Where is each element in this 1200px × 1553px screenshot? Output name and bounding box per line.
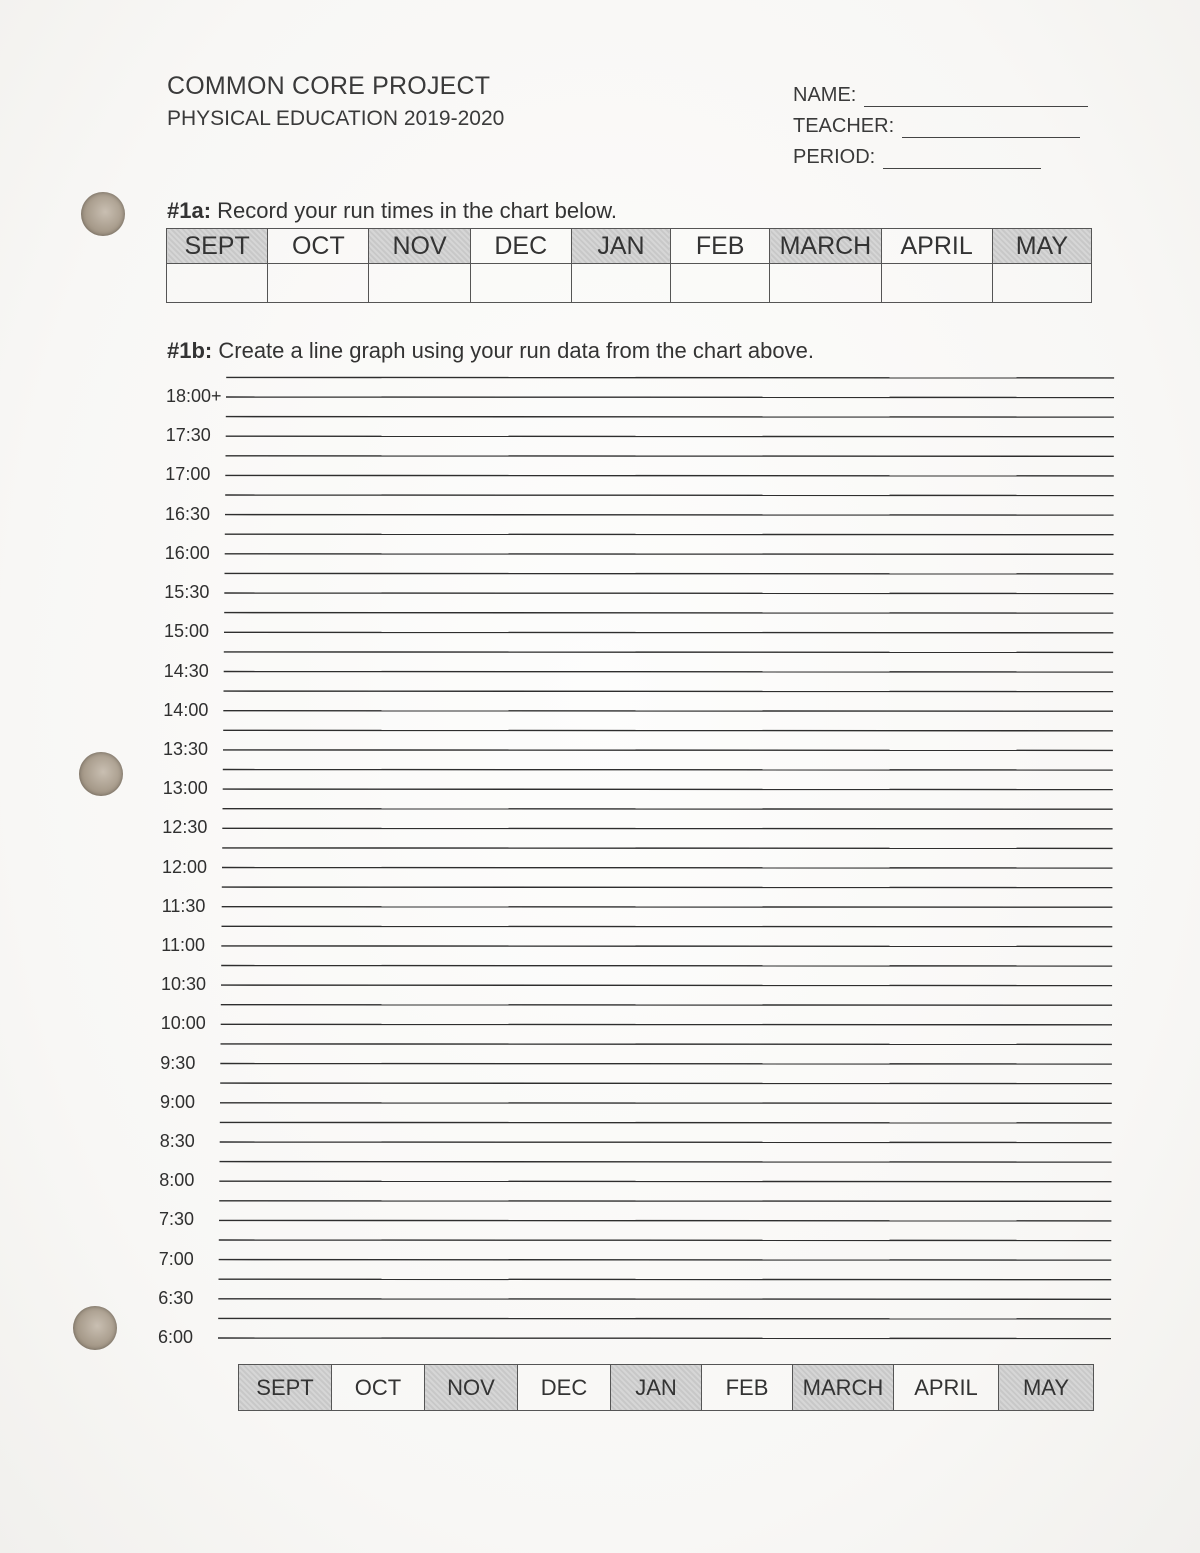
run-time-cell-march[interactable] [770, 264, 881, 303]
y-axis-label: 6:30 [158, 1287, 194, 1308]
teacher-label: TEACHER: [793, 115, 895, 137]
y-axis-label: 6:00 [158, 1327, 194, 1347]
graph-rule-line [222, 828, 1112, 829]
graph-rule-line [225, 475, 1114, 476]
graph-rule-line [224, 672, 1113, 673]
y-axis-label: 10:30 [161, 974, 207, 995]
month-header-march: MARCH [770, 229, 881, 264]
graph-rule-line [218, 1318, 1111, 1319]
question-1a [167, 198, 617, 224]
run-time-cell-feb[interactable] [671, 264, 770, 303]
graph-rule-line [221, 1044, 1112, 1045]
y-axis-label: 13:00 [162, 778, 208, 799]
run-times-table [166, 228, 1092, 303]
page-subtitle: PHYSICAL EDUCATION 2019-2020 [167, 107, 505, 130]
question-1b-number: #1b: [167, 338, 213, 363]
name-field[interactable] [793, 76, 1088, 107]
run-time-cell-april[interactable] [881, 264, 992, 303]
run-time-cell-may[interactable] [992, 264, 1091, 303]
graph-rule-line [223, 789, 1113, 790]
graph-rule-line [221, 966, 1112, 967]
name-blank[interactable] [864, 86, 1088, 107]
question-1a-number: #1a: [167, 198, 212, 223]
month-header-jan: JAN [571, 229, 670, 264]
graph-rule-line [219, 1240, 1112, 1241]
graph-rule-line [222, 848, 1112, 849]
graph-rule-line [222, 887, 1113, 888]
graph-rule-line [226, 417, 1114, 418]
graph-rule-line [225, 515, 1114, 516]
graph-rule-line [220, 1122, 1112, 1123]
graph-rule-line [224, 593, 1113, 594]
graph-rule-line [218, 1338, 1111, 1339]
graph-rule-line [219, 1220, 1111, 1221]
question-1b-text: Create a line graph using your run data from the chart above. [218, 338, 814, 363]
teacher-field[interactable] [793, 107, 1088, 138]
x-axis-month-sept: SEPT [239, 1365, 332, 1411]
run-times-entry-row [167, 264, 1092, 303]
month-header-nov: NOV [369, 229, 470, 264]
name-label: NAME: [793, 84, 857, 106]
binder-hole-top [81, 192, 125, 236]
graph-rule-line [223, 730, 1113, 731]
y-axis-label: 10:00 [160, 1013, 206, 1034]
y-axis-label: 14:30 [163, 660, 209, 681]
y-axis-label: 16:00 [164, 542, 210, 563]
graph-rule-line [224, 613, 1113, 614]
y-axis-label: 14:00 [163, 699, 209, 720]
graph-month-row [239, 1365, 1094, 1411]
graph-rule-line [223, 750, 1113, 751]
graph-rule-line [225, 495, 1113, 496]
run-time-cell-jan[interactable] [571, 264, 670, 303]
x-axis-month-may: MAY [999, 1365, 1094, 1411]
y-axis-label: 12:00 [162, 856, 208, 877]
y-axis-label: 8:30 [159, 1131, 195, 1151]
y-axis-label: 8:00 [159, 1170, 195, 1191]
teacher-blank[interactable] [902, 117, 1080, 138]
graph-rule-line [219, 1201, 1111, 1202]
x-axis-month-oct: OCT [332, 1365, 425, 1411]
y-axis-label: 13:30 [163, 738, 209, 759]
graph-rule-line [223, 809, 1113, 810]
y-axis-label: 16:30 [165, 503, 211, 524]
month-header-dec: DEC [470, 229, 571, 264]
run-time-cell-oct[interactable] [268, 264, 369, 303]
graph-rule-line [219, 1279, 1112, 1280]
graph-rule-line [222, 907, 1113, 908]
month-header-april: APRIL [881, 229, 992, 264]
page-title: COMMON CORE PROJECT [167, 72, 491, 100]
x-axis-month-april: APRIL [894, 1365, 999, 1411]
graph-rule-line [226, 456, 1114, 457]
binder-hole-bottom [73, 1306, 117, 1350]
graph-rule-line [226, 377, 1114, 378]
graph-rule-line [226, 397, 1114, 398]
month-header-feb: FEB [671, 229, 770, 264]
graph-rule-line [220, 1064, 1112, 1065]
x-axis-month-dec: DEC [518, 1365, 611, 1411]
run-time-cell-nov[interactable] [369, 264, 470, 303]
graph-rule-line [221, 985, 1112, 986]
x-axis-month-jan: JAN [611, 1365, 702, 1411]
graph-rule-line [225, 534, 1114, 535]
month-header-oct: OCT [268, 229, 369, 264]
graph-rule-line [221, 946, 1112, 947]
graph-rule-line [224, 652, 1113, 653]
x-axis-month-march: MARCH [793, 1365, 894, 1411]
student-info [793, 76, 1088, 169]
question-1b [167, 338, 814, 364]
y-axis-label: 18:00+ [166, 386, 222, 406]
binder-hole-middle [79, 752, 123, 796]
graph-rule-line [224, 691, 1114, 692]
period-field[interactable] [793, 138, 1088, 169]
graph-rule-line [223, 711, 1113, 712]
x-axis-month-feb: FEB [702, 1365, 793, 1411]
graph-rule-line [224, 632, 1113, 633]
month-header-sept: SEPT [167, 229, 268, 264]
graph-rule-line [220, 1083, 1112, 1084]
run-time-cell-dec[interactable] [470, 264, 571, 303]
graph-rule-line [220, 1103, 1112, 1104]
period-label: PERIOD: [793, 146, 876, 168]
header-titles [167, 72, 504, 131]
graph-rule-line [223, 770, 1113, 771]
x-axis-month-nov: NOV [425, 1365, 518, 1411]
y-axis-label: 9:30 [160, 1052, 196, 1073]
graph-rule-line [219, 1260, 1112, 1261]
graph-rule-line [222, 868, 1113, 869]
period-blank[interactable] [883, 148, 1041, 169]
y-axis-label: 17:00 [165, 464, 211, 485]
graph-x-axis-months [238, 1364, 1094, 1411]
y-axis-label: 17:30 [165, 425, 211, 446]
graph-rule-line [225, 573, 1114, 574]
month-header-may: MAY [992, 229, 1091, 264]
run-time-cell-sept[interactable] [167, 264, 268, 303]
graph-rule-line [222, 926, 1113, 927]
question-1a-text: Record your run times in the chart below. [217, 198, 618, 223]
y-axis-label: 11:00 [161, 934, 206, 955]
y-axis-label: 12:30 [162, 817, 208, 838]
y-axis-label: 15:00 [164, 621, 210, 642]
y-axis-label: 15:30 [164, 582, 210, 602]
graph-rule-line [225, 554, 1114, 555]
graph-rule-line [218, 1299, 1111, 1300]
y-axis-label: 7:00 [158, 1248, 194, 1269]
graph-rule-line [226, 436, 1114, 437]
graph-rule-line [220, 1162, 1112, 1163]
graph-rule-line [219, 1181, 1111, 1182]
run-times-header-row [167, 229, 1092, 264]
y-axis-label: 11:30 [161, 895, 206, 916]
graph-rule-line [221, 1005, 1112, 1006]
y-axis-label: 7:30 [159, 1209, 195, 1230]
graph-rule-line [221, 1024, 1112, 1025]
y-axis-label: 9:00 [160, 1091, 196, 1112]
graph-rule-line [220, 1142, 1112, 1143]
